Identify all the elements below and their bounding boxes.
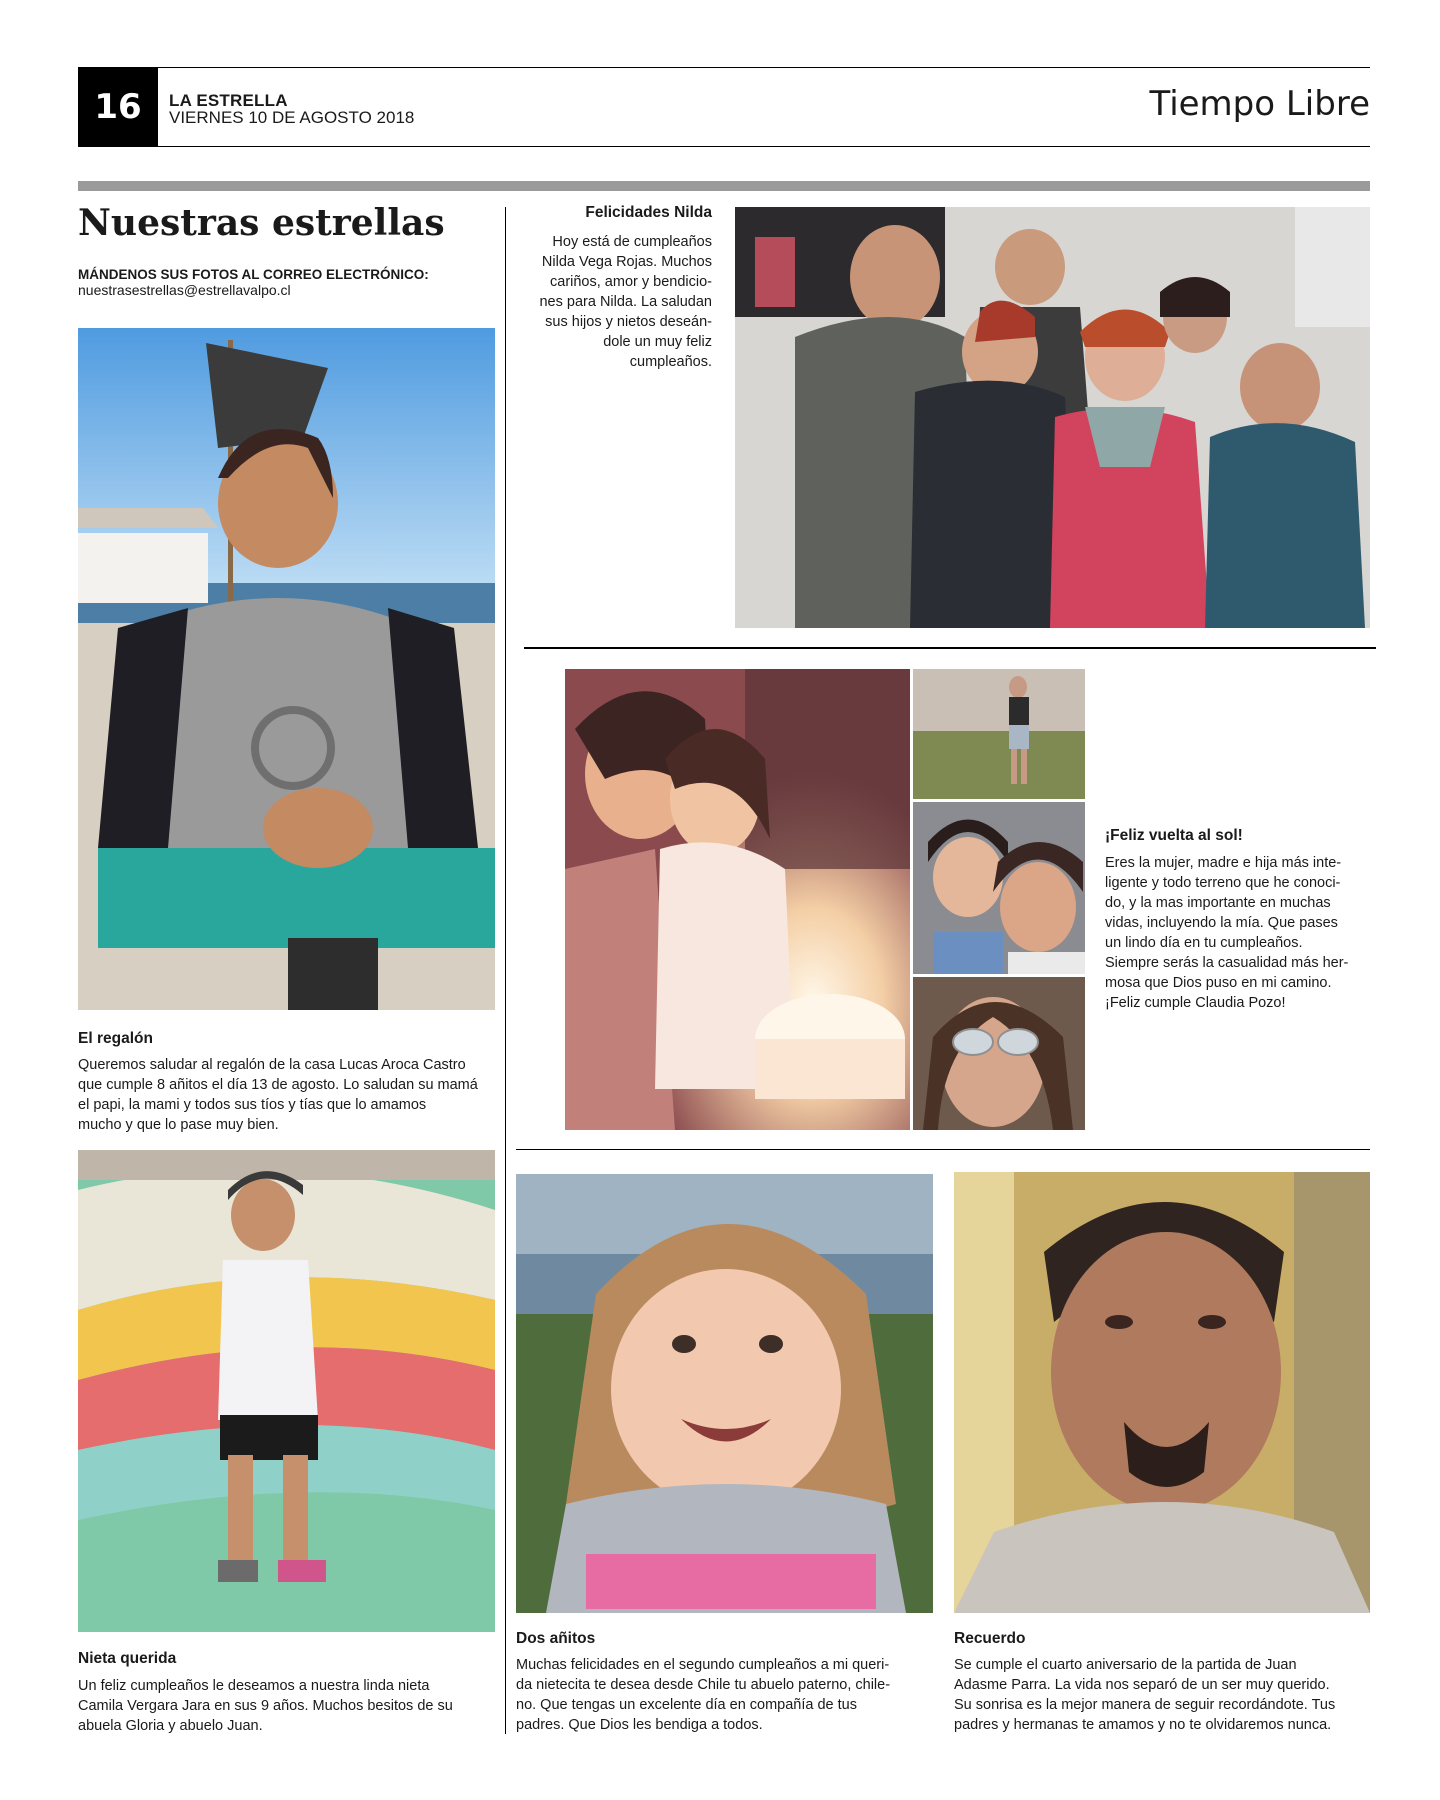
header-bottom-rule — [78, 146, 1370, 147]
caption-text — [954, 1655, 1379, 1735]
photo-woman-field — [913, 669, 1085, 799]
caption-line: sus hijos y nietos deseán- — [545, 314, 712, 330]
caption-line: da nietecita te desea desde Chile tu abuelo paterno, chile- — [516, 1677, 891, 1693]
caption-title: Dos añitos — [516, 1630, 596, 1647]
page-number: 16 — [78, 67, 158, 147]
edition-date: VIERNES 10 DE AGOSTO 2018 — [169, 108, 415, 127]
caption-line: do, y la mas importante en muchas — [1105, 895, 1331, 911]
section-title: Tiempo Libre — [1149, 84, 1370, 124]
caption-line: Camila Vergara Jara en sus 9 años. Muchos besitos de su — [78, 1698, 453, 1714]
caption-text — [78, 1676, 498, 1736]
photo-nieta-querida — [78, 1150, 495, 1632]
caption-line: no. Que tengas un excelente día en compañía de tus — [516, 1697, 857, 1713]
photo-el-regalon — [78, 328, 495, 1010]
caption-text — [1105, 853, 1375, 1013]
section-divider-bar — [78, 181, 1370, 191]
story-vuelta-al-sol — [1105, 827, 1375, 1013]
caption-text — [78, 1055, 498, 1135]
caption-line: nes para Nilda. La saludan — [539, 294, 712, 310]
caption-line: ¡Feliz cumple Claudia Pozo! — [1105, 995, 1286, 1011]
caption-line: que cumple 8 añitos el día 13 de agosto. Lo saludan su mamá — [78, 1077, 478, 1093]
caption-line: vidas, incluyendo la mía. Que pases — [1105, 915, 1338, 931]
header-top-rule — [78, 67, 1370, 68]
caption-line: padres. Que Dios les bendiga a todos. — [516, 1717, 763, 1733]
caption-line: ligente y todo terreno que he conoci- — [1105, 875, 1341, 891]
caption-line: Queremos saludar al regalón de la casa Lucas Aroca Castro — [78, 1057, 466, 1073]
caption-title: Nieta querida — [78, 1650, 177, 1667]
photo-mother-daughter-selfie — [913, 802, 1085, 974]
caption-line: un lindo día en tu cumpleaños. — [1105, 935, 1303, 951]
caption-line: Nilda Vega Rojas. Muchos — [541, 254, 712, 270]
caption-line: mosa que Dios puso en mi camino. — [1105, 975, 1332, 991]
caption-line: Hoy está de cumpleaños — [552, 234, 712, 250]
caption-line: el papi, la mami y todos sus tíos y tías que lo amamos — [78, 1097, 427, 1113]
caption-line: dole un muy feliz — [603, 334, 712, 350]
caption-line: cumpleaños. — [629, 354, 712, 370]
caption-line: Muchas felicidades en el segundo cumpleaños a mi queri- — [516, 1657, 890, 1673]
photo-family-nilda — [735, 207, 1370, 628]
caption-title: Recuerdo — [954, 1630, 1026, 1647]
column-divider — [505, 207, 506, 1734]
story-divider — [516, 1149, 1370, 1150]
caption-line: Se cumple el cuarto aniversario de la partida de Juan — [954, 1657, 1297, 1673]
caption-text — [472, 232, 712, 372]
caption-line: Eres la mujer, madre e hija más inte- — [1105, 855, 1342, 871]
caption-line: abuela Gloria y abuelo Juan. — [78, 1718, 263, 1734]
photo-recuerdo — [954, 1172, 1370, 1613]
caption-line: Siempre serás la casualidad más her- — [1105, 955, 1349, 971]
caption-title: Felicidades Nilda — [585, 204, 712, 221]
caption-text — [516, 1655, 941, 1735]
story-nilda — [472, 204, 712, 372]
newspaper-name: LA ESTRELLA — [169, 91, 288, 110]
caption-line: Un feliz cumpleaños le deseamos a nuestra linda nieta — [78, 1678, 430, 1694]
submit-photos-label: MÁNDENOS SUS FOTOS AL CORREO ELECTRÓNICO: — [78, 267, 429, 282]
photo-dos-anitos — [516, 1174, 933, 1613]
caption-line: padres y hermanas te amamos y no te olvidaremos nunca. — [954, 1717, 1332, 1733]
caption-line: Su sonrisa es la mejor manera de seguir recordándote. Tus — [954, 1697, 1336, 1713]
story-divider — [524, 647, 1376, 649]
photo-birthday-cake — [565, 669, 910, 1130]
photo-woman-sunglasses — [913, 977, 1085, 1130]
caption-title: ¡Feliz vuelta al sol! — [1105, 827, 1243, 844]
submit-email: nuestrasestrellas@estrellavalpo.cl — [78, 282, 291, 298]
caption-title: El regalón — [78, 1030, 153, 1047]
column-title: Nuestras estrellas — [78, 202, 445, 244]
caption-line: mucho y que lo pase muy bien. — [78, 1117, 279, 1133]
caption-line: cariños, amor y bendicio- — [550, 274, 712, 290]
caption-line: Adasme Parra. La vida nos separó de un ser muy querido. — [954, 1677, 1330, 1693]
